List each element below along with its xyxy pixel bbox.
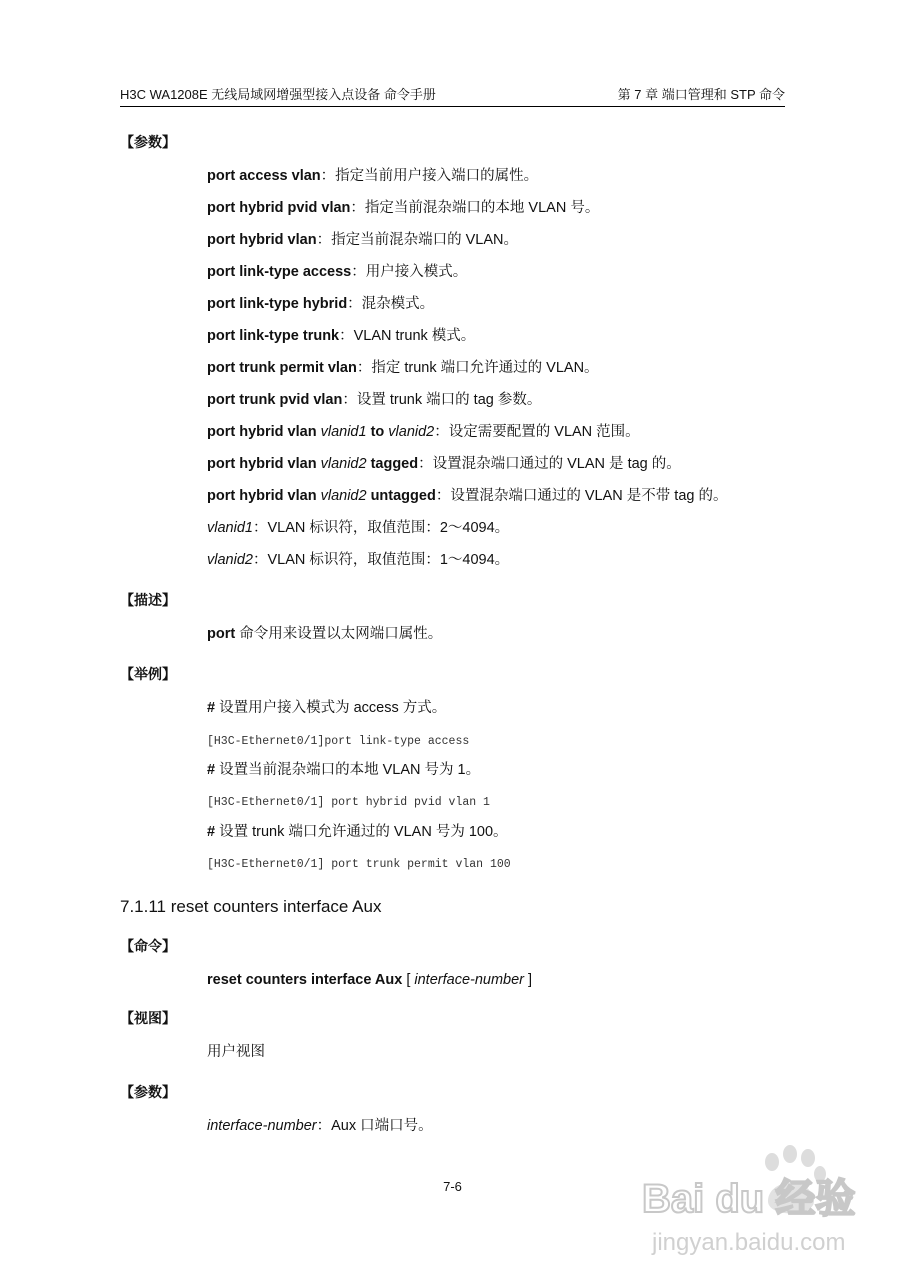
- param-line: port hybrid vlan：指定当前混杂端口的 VLAN。: [207, 232, 518, 248]
- description-text: port 命令用来设置以太网端口属性。: [207, 626, 443, 642]
- watermark-url: jingyan.baidu.com: [652, 1229, 846, 1256]
- page-number: 7-6: [443, 1179, 462, 1194]
- command-section-title: 【命令】: [120, 938, 176, 954]
- example-comment: # 设置用户接入模式为 access 方式。: [207, 700, 447, 716]
- param-line-untagged: port hybrid vlan vlanid2 untagged：设置混杂端口通过的 VLAN 是不带 tag 的。: [207, 488, 728, 504]
- example-code: [H3C-Ethernet0/1] port hybrid pvid vlan 1: [207, 796, 490, 809]
- header-manual-title: H3C WA1208E 无线局域网增强型接入点设备 命令手册: [120, 87, 436, 102]
- param-line: port trunk pvid vlan：设置 trunk 端口的 tag 参数。: [207, 392, 542, 408]
- example-comment: # 设置 trunk 端口允许通过的 VLAN 号为 100。: [207, 824, 508, 840]
- params-section-title: 【参数】: [120, 134, 176, 150]
- description-section-title: 【描述】: [120, 592, 176, 608]
- example-section-title: 【举例】: [120, 666, 176, 682]
- baidu-watermark-logo: [630, 1138, 880, 1268]
- example-code: [H3C-Ethernet0/1]port link-type access: [207, 735, 470, 748]
- example-code: [H3C-Ethernet0/1] port trunk permit vlan 100: [207, 858, 511, 871]
- param-line-vlan-range: port hybrid vlan vlanid1 to vlanid2：设定需要配置的 VLAN 范围。: [207, 424, 640, 440]
- param-line-vlanid1: vlanid1：VLAN 标识符，取值范围：2～4094。: [207, 520, 510, 536]
- example-comment: # 设置当前混杂端口的本地 VLAN 号为 1。: [207, 762, 481, 778]
- header-chapter-title: 第 7 章 端口管理和 STP 命令: [617, 87, 785, 102]
- param-line: port link-type trunk：VLAN trunk 模式。: [207, 328, 476, 344]
- param-line: port access vlan：指定当前用户接入端口的属性。: [207, 168, 539, 184]
- param-interface-number: interface-number：Aux 口端口号。: [207, 1118, 433, 1134]
- view-text: 用户视图: [207, 1044, 265, 1060]
- param-line: port link-type hybrid：混杂模式。: [207, 296, 435, 312]
- watermark-brand: Bai du 经验: [642, 1177, 856, 1221]
- page-header: [120, 84, 785, 107]
- view-section-title: 【视图】: [120, 1010, 176, 1026]
- params2-section-title: 【参数】: [120, 1084, 176, 1100]
- param-line: port trunk permit vlan：指定 trunk 端口允许通过的 VLAN。: [207, 360, 599, 376]
- param-line: port link-type access：用户接入模式。: [207, 264, 468, 280]
- param-line-vlanid2: vlanid2：VLAN 标识符，取值范围：1～4094。: [207, 552, 510, 568]
- param-line-tagged: port hybrid vlan vlanid2 tagged：设置混杂端口通过的 VLAN 是 tag 的。: [207, 456, 681, 472]
- command-syntax: reset counters interface Aux [ interface-number ]: [207, 972, 533, 988]
- param-line: port hybrid pvid vlan：指定当前混杂端口的本地 VLAN 号。: [207, 200, 600, 216]
- section-heading: 7.1.11 reset counters interface Aux: [120, 897, 382, 916]
